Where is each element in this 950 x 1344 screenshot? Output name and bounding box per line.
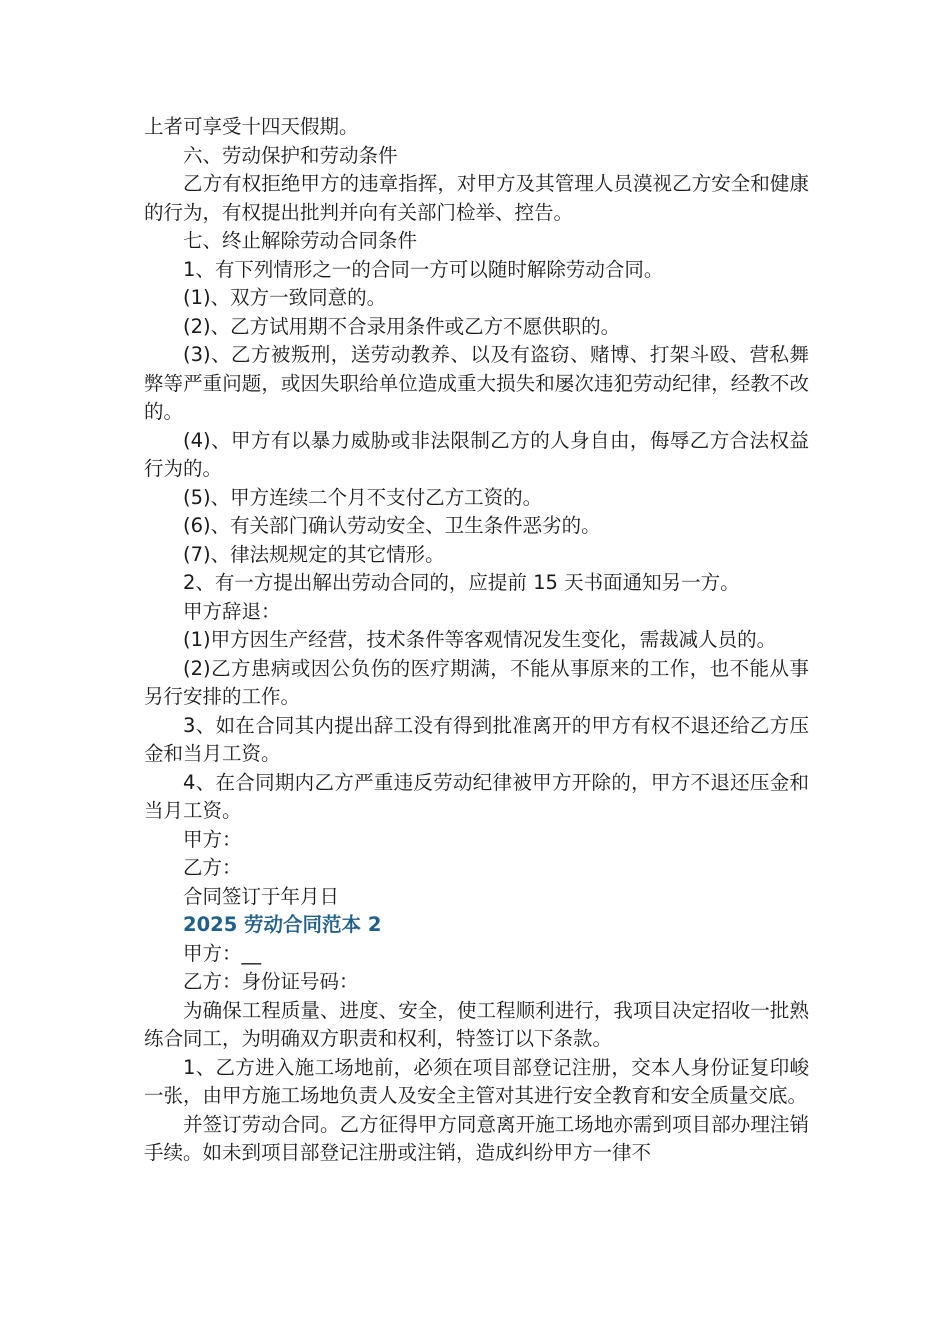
paragraph: 七、终止解除劳动合同条件 — [183, 229, 418, 252]
paragraph: 4、在合同期内乙方严重违反劳动纪律被甲方开除的，甲方不退还压金和当月工资。 — [144, 770, 809, 822]
paragraph: 乙方有权拒绝甲方的违章指挥，对甲方及其管理人员漠视乙方安全和健康的行为，有权提出批判并向有关部门检举、控告。 — [144, 172, 809, 224]
paragraph: 1、乙方进入施工场地前，必须在项目部登记注册，交本人身份证复印峻一张，由甲方施工场地负责人及安全主管对其进行安全教育和安全质量交底。 — [144, 1055, 809, 1107]
contract-clauses-part2 — [144, 940, 809, 1168]
contract-clauses-part1 — [144, 113, 809, 911]
paragraph: (7)、律法规规定的其它情形。 — [183, 542, 445, 566]
paragraph: 并签订劳动合同。乙方征得甲方同意离开施工场地亦需到项目部办理注销手续。如未到项目部登记注册或注销，造成纠纷甲方一律不 — [144, 1112, 809, 1164]
paragraph: 甲方：__ — [183, 941, 262, 965]
paragraph: (1)、双方一致同意的。 — [183, 286, 387, 309]
paragraph: 上者可享受十四天假期。 — [144, 115, 359, 138]
paragraph: (6)、有关部门确认劳动安全、卫生条件恶劣的。 — [183, 514, 601, 537]
paragraph: 甲方： — [183, 827, 242, 851]
paragraph: 2、有一方提出解出劳动合同的，应提前 15 天书面通知另一方。 — [183, 571, 740, 594]
paragraph: (2)、乙方试用期不合录用条件或乙方不愿供职的。 — [183, 314, 621, 338]
document-body — [144, 113, 809, 1168]
paragraph: (3)、乙方被叛刑，送劳动教养、以及有盗窃、赌博、打架斗殴、营私舞弊等严重问题，或因失职给单位造成重大损失和屡次违犯劳动纪律，经教不改的。 — [144, 343, 809, 423]
paragraph: 甲方辞退： — [183, 599, 281, 623]
paragraph: (1)甲方因生产经营，技术条件等客观情况发生变化，需裁减人员的。 — [183, 628, 777, 651]
paragraph: 3、如在合同其内提出辞工没有得到批准离开的甲方有权不退还给乙方压金和当月工资。 — [144, 713, 809, 765]
paragraph: 为确保工程质量、进度、安全，使工程顺利进行，我项目决定招收一批熟练合同工，为明确双方职责和权利，特签订以下条款。 — [144, 998, 809, 1050]
paragraph: (2)乙方患病或因公负伤的医疗期满，不能从事原来的工作，也不能从事另行安排的工作。 — [144, 656, 809, 708]
paragraph: 乙方：身份证号码： — [183, 970, 359, 993]
paragraph: (5)、甲方连续二个月不支付乙方工资的。 — [183, 485, 543, 509]
document-page — [0, 113, 950, 1168]
paragraph: 1、有下列情形之一的合同一方可以随时解除劳动合同。 — [183, 257, 664, 281]
section-heading: 2025 劳动合同范本 2 — [183, 913, 382, 936]
paragraph: 六、劳动保护和劳动条件 — [183, 143, 398, 167]
paragraph: (4)、甲方有以暴力威胁或非法限制乙方的人身自由，侮辱乙方合法权益行为的。 — [144, 428, 809, 480]
paragraph: 乙方： — [183, 856, 242, 879]
paragraph: 合同签订于年月日 — [183, 884, 340, 908]
